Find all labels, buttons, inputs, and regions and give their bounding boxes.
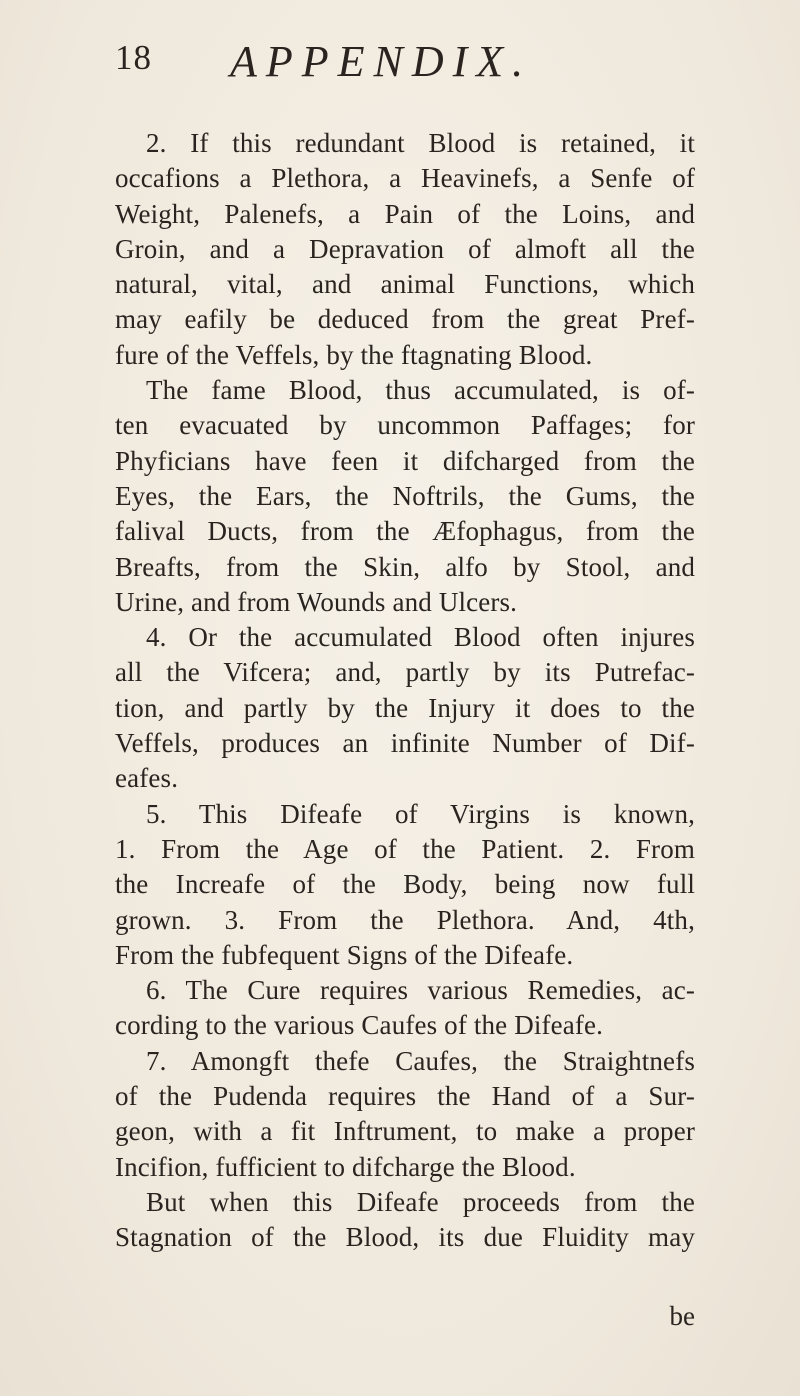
- text-line: natural, vital, and animal Functions, which: [115, 269, 695, 300]
- body-text: [115, 126, 695, 1256]
- text-line: Urine, and from Wounds and Ulcers.: [115, 586, 518, 617]
- text-line: eafes.: [115, 763, 179, 794]
- text-line: all the Vifcera; and, partly by its Putrefac-: [115, 657, 695, 688]
- text-line: But when this Difeafe proceeds from the: [146, 1186, 695, 1217]
- text-line: grown. 3. From the Plethora. And, 4th,: [115, 904, 695, 935]
- text-line: ten evacuated by uncommon Paffages; for: [115, 410, 695, 441]
- text-line: cording to the various Caufes of the Difeafe.: [115, 1010, 604, 1041]
- text-line: 5. This Difeafe of Virgins is known,: [146, 798, 695, 829]
- text-line: Stagnation of the Blood, its due Fluidity may: [115, 1222, 695, 1253]
- text-line: Weight, Palenefs, a Pain of the Loins, and: [115, 198, 695, 229]
- text-line: occafions a Plethora, a Heavinefs, a Senfe of: [115, 163, 695, 194]
- text-line: The fame Blood, thus accumulated, is of-: [146, 375, 695, 406]
- text-line: tion, and partly by the Injury it does to the: [115, 692, 695, 723]
- text-line: From the fubfequent Signs of the Difeafe.: [115, 939, 574, 970]
- text-line: Incifion, fufficient to difcharge the Blood.: [115, 1151, 576, 1182]
- catchword: be: [669, 1301, 695, 1331]
- text-line: 1. From the Age of the Patient. 2. From: [115, 833, 695, 864]
- text-line: may eafily be deduced from the great Pref-: [115, 304, 695, 335]
- text-line: Eyes, the Ears, the Noftrils, the Gums, the: [115, 480, 695, 511]
- page-header: [115, 38, 675, 98]
- text-line: 2. If this redundant Blood is retained, it: [146, 128, 695, 158]
- page-number: 18: [115, 38, 152, 77]
- running-head: APPENDIX.: [230, 37, 533, 86]
- text-line: geon, with a fit Inftrument, to make a proper: [115, 1116, 695, 1147]
- text-line: 7. Amongft thefe Caufes, the Straightnefs: [146, 1045, 695, 1076]
- text-line: fure of the Veffels, by the ftagnating Blood.: [115, 339, 593, 370]
- text-line: Phyficians have feen it difcharged from the: [115, 445, 695, 476]
- text-line: Veffels, produces an infinite Number of Dif-: [115, 728, 695, 759]
- text-line: 4. Or the accumulated Blood often injures: [146, 622, 695, 653]
- text-line: of the Pudenda requires the Hand of a Sur-: [115, 1081, 695, 1112]
- text-line: Groin, and a Depravation of almoft all the: [115, 233, 695, 264]
- text-line: the Increafe of the Body, being now full: [115, 869, 695, 900]
- text-line: falival Ducts, from the Æfophagus, from the: [115, 516, 695, 547]
- text-line: Breafts, from the Skin, alfo by Stool, and: [115, 551, 695, 582]
- text-line: 6. The Cure requires various Remedies, ac-: [146, 975, 695, 1006]
